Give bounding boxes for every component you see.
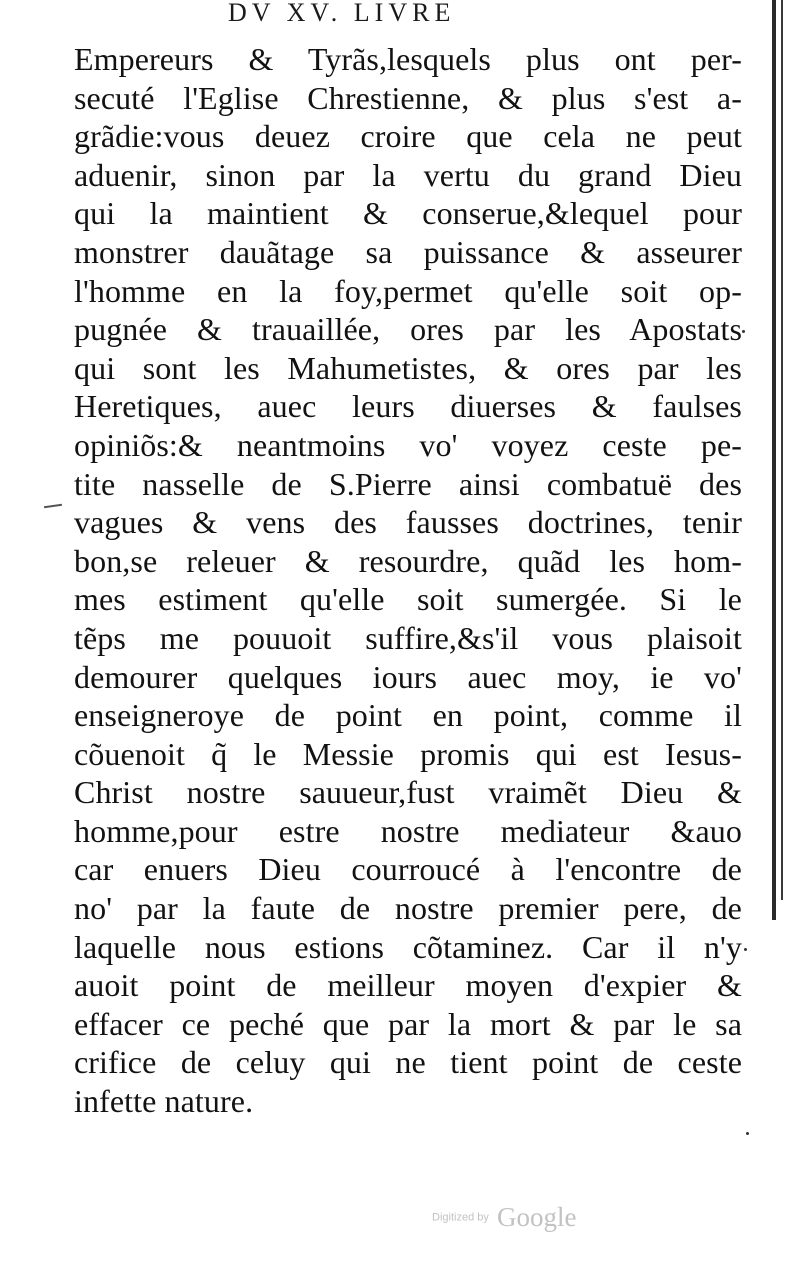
text-line: tẽps me pouuoit suffire,&s'il vous plaisoit bbox=[74, 619, 742, 656]
text-line: demourer quelques iours auec moy, ie vo' bbox=[74, 658, 742, 695]
text-line: secuté l'Eglise Chrestienne, & plus s'est a- bbox=[74, 79, 742, 116]
text-line: laquelle nous estions cõtaminez. Car il n'y bbox=[74, 928, 742, 965]
running-head: DV XV. LIVRE bbox=[228, 0, 456, 27]
watermark-prefix: Digitized by bbox=[432, 1211, 489, 1224]
google-logo: Google bbox=[496, 1202, 577, 1232]
gutter-edge-inner bbox=[781, 0, 783, 900]
text-line: auoit point de meilleur moyen d'expier & bbox=[74, 967, 742, 1004]
text-line: pugnée & trauaillée, ores par les Apostats bbox=[74, 311, 742, 348]
text-line: Heretiques, auec leurs diuerses & faulses bbox=[74, 388, 742, 425]
text-line: infette nature. bbox=[74, 1083, 254, 1120]
text-line: qui la maintient & conserue,&lequel pour bbox=[74, 195, 742, 232]
text-line: opiniõs:& neantmoins vo' voyez ceste pe- bbox=[74, 426, 742, 463]
text-line: cõuenoit q̃ le Messie promis qui est Iesus- bbox=[74, 735, 742, 772]
text-line: l'homme en la foy,permet qu'elle soit op- bbox=[74, 272, 742, 309]
text-line: car enuers Dieu courroucé à l'encontre de bbox=[74, 851, 742, 888]
ink-speck bbox=[744, 948, 747, 951]
text-line: mes estiment qu'elle soit sumergée. Si le bbox=[74, 581, 742, 618]
digitization-watermark bbox=[432, 1202, 612, 1238]
text-line: effacer ce peché que par la mort & par le sa bbox=[74, 1005, 742, 1042]
text-line: qui sont les Mahumetistes, & ores par les bbox=[74, 349, 742, 386]
gutter-edge bbox=[772, 0, 776, 920]
text-line: vagues & vens des fausses doctrines, tenir bbox=[74, 504, 742, 541]
body-text bbox=[74, 40, 742, 1121]
text-line: bon,se releuer & resourdre, quãd les hom- bbox=[74, 542, 742, 579]
text-line: Empereurs & Tyrãs,lesquels plus ont per- bbox=[74, 41, 742, 77]
text-line: crifice de celuy qui ne tient point de ceste bbox=[74, 1044, 742, 1081]
ink-speck bbox=[742, 330, 745, 333]
text-line: tite nasselle de S.Pierre ainsi combatuë des bbox=[74, 465, 742, 502]
text-line: monstrer dauãtage sa puissance & asseurer bbox=[74, 233, 742, 270]
text-line: grãdie:vous deuez croire que cela ne peut bbox=[74, 118, 742, 155]
text-line: Christ nostre sauueur,fust vraimẽt Dieu & bbox=[74, 774, 742, 811]
text-line: no' par la faute de nostre premier pere, de bbox=[74, 890, 742, 927]
margin-mark bbox=[44, 504, 62, 508]
ink-speck bbox=[746, 1132, 749, 1135]
text-line: enseigneroye de point en point, comme il bbox=[74, 697, 742, 734]
text-line: aduenir, sinon par la vertu du grand Dieu bbox=[74, 156, 742, 193]
text-line: homme,pour estre nostre mediateur &auo bbox=[74, 812, 742, 849]
